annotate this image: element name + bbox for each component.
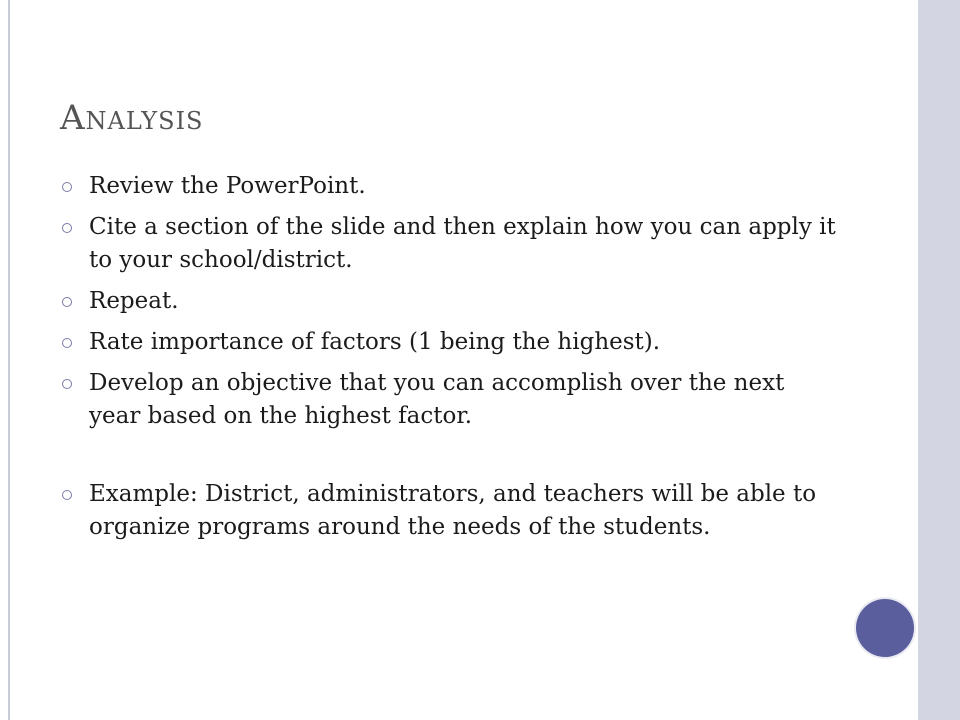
bullet-item — [62, 285, 842, 318]
bullet-text: Example: District, administrators, and teachers will be able to organize programs around the needs of the students. — [89, 481, 817, 540]
bullet-circle-icon — [62, 297, 72, 307]
bullet-circle-icon — [62, 379, 72, 389]
bullet-circle-icon — [62, 182, 72, 192]
left-border-line — [8, 0, 10, 720]
bullet-item — [62, 367, 842, 433]
slide-title: Analysis — [60, 98, 204, 138]
accent-circle-icon — [856, 599, 914, 657]
bullet-text: Rate importance of factors (1 being the highest). — [89, 329, 661, 355]
bullet-circle-icon — [62, 490, 72, 500]
bullet-item — [62, 478, 842, 544]
bullet-text: Review the PowerPoint. — [89, 173, 366, 199]
bullet-item — [62, 326, 842, 359]
bullet-circle-icon — [62, 338, 72, 348]
bullet-item — [62, 211, 842, 277]
bullet-text: Develop an objective that you can accomplish over the next year based on the highest factor. — [89, 370, 785, 429]
bullet-item — [62, 170, 842, 203]
bullet-list — [62, 170, 842, 552]
bullet-circle-icon — [62, 223, 72, 233]
right-decorative-panel — [918, 0, 960, 720]
bullet-text: Repeat. — [89, 288, 179, 314]
bullet-text: Cite a section of the slide and then explain how you can apply it to your school/district. — [89, 214, 836, 273]
